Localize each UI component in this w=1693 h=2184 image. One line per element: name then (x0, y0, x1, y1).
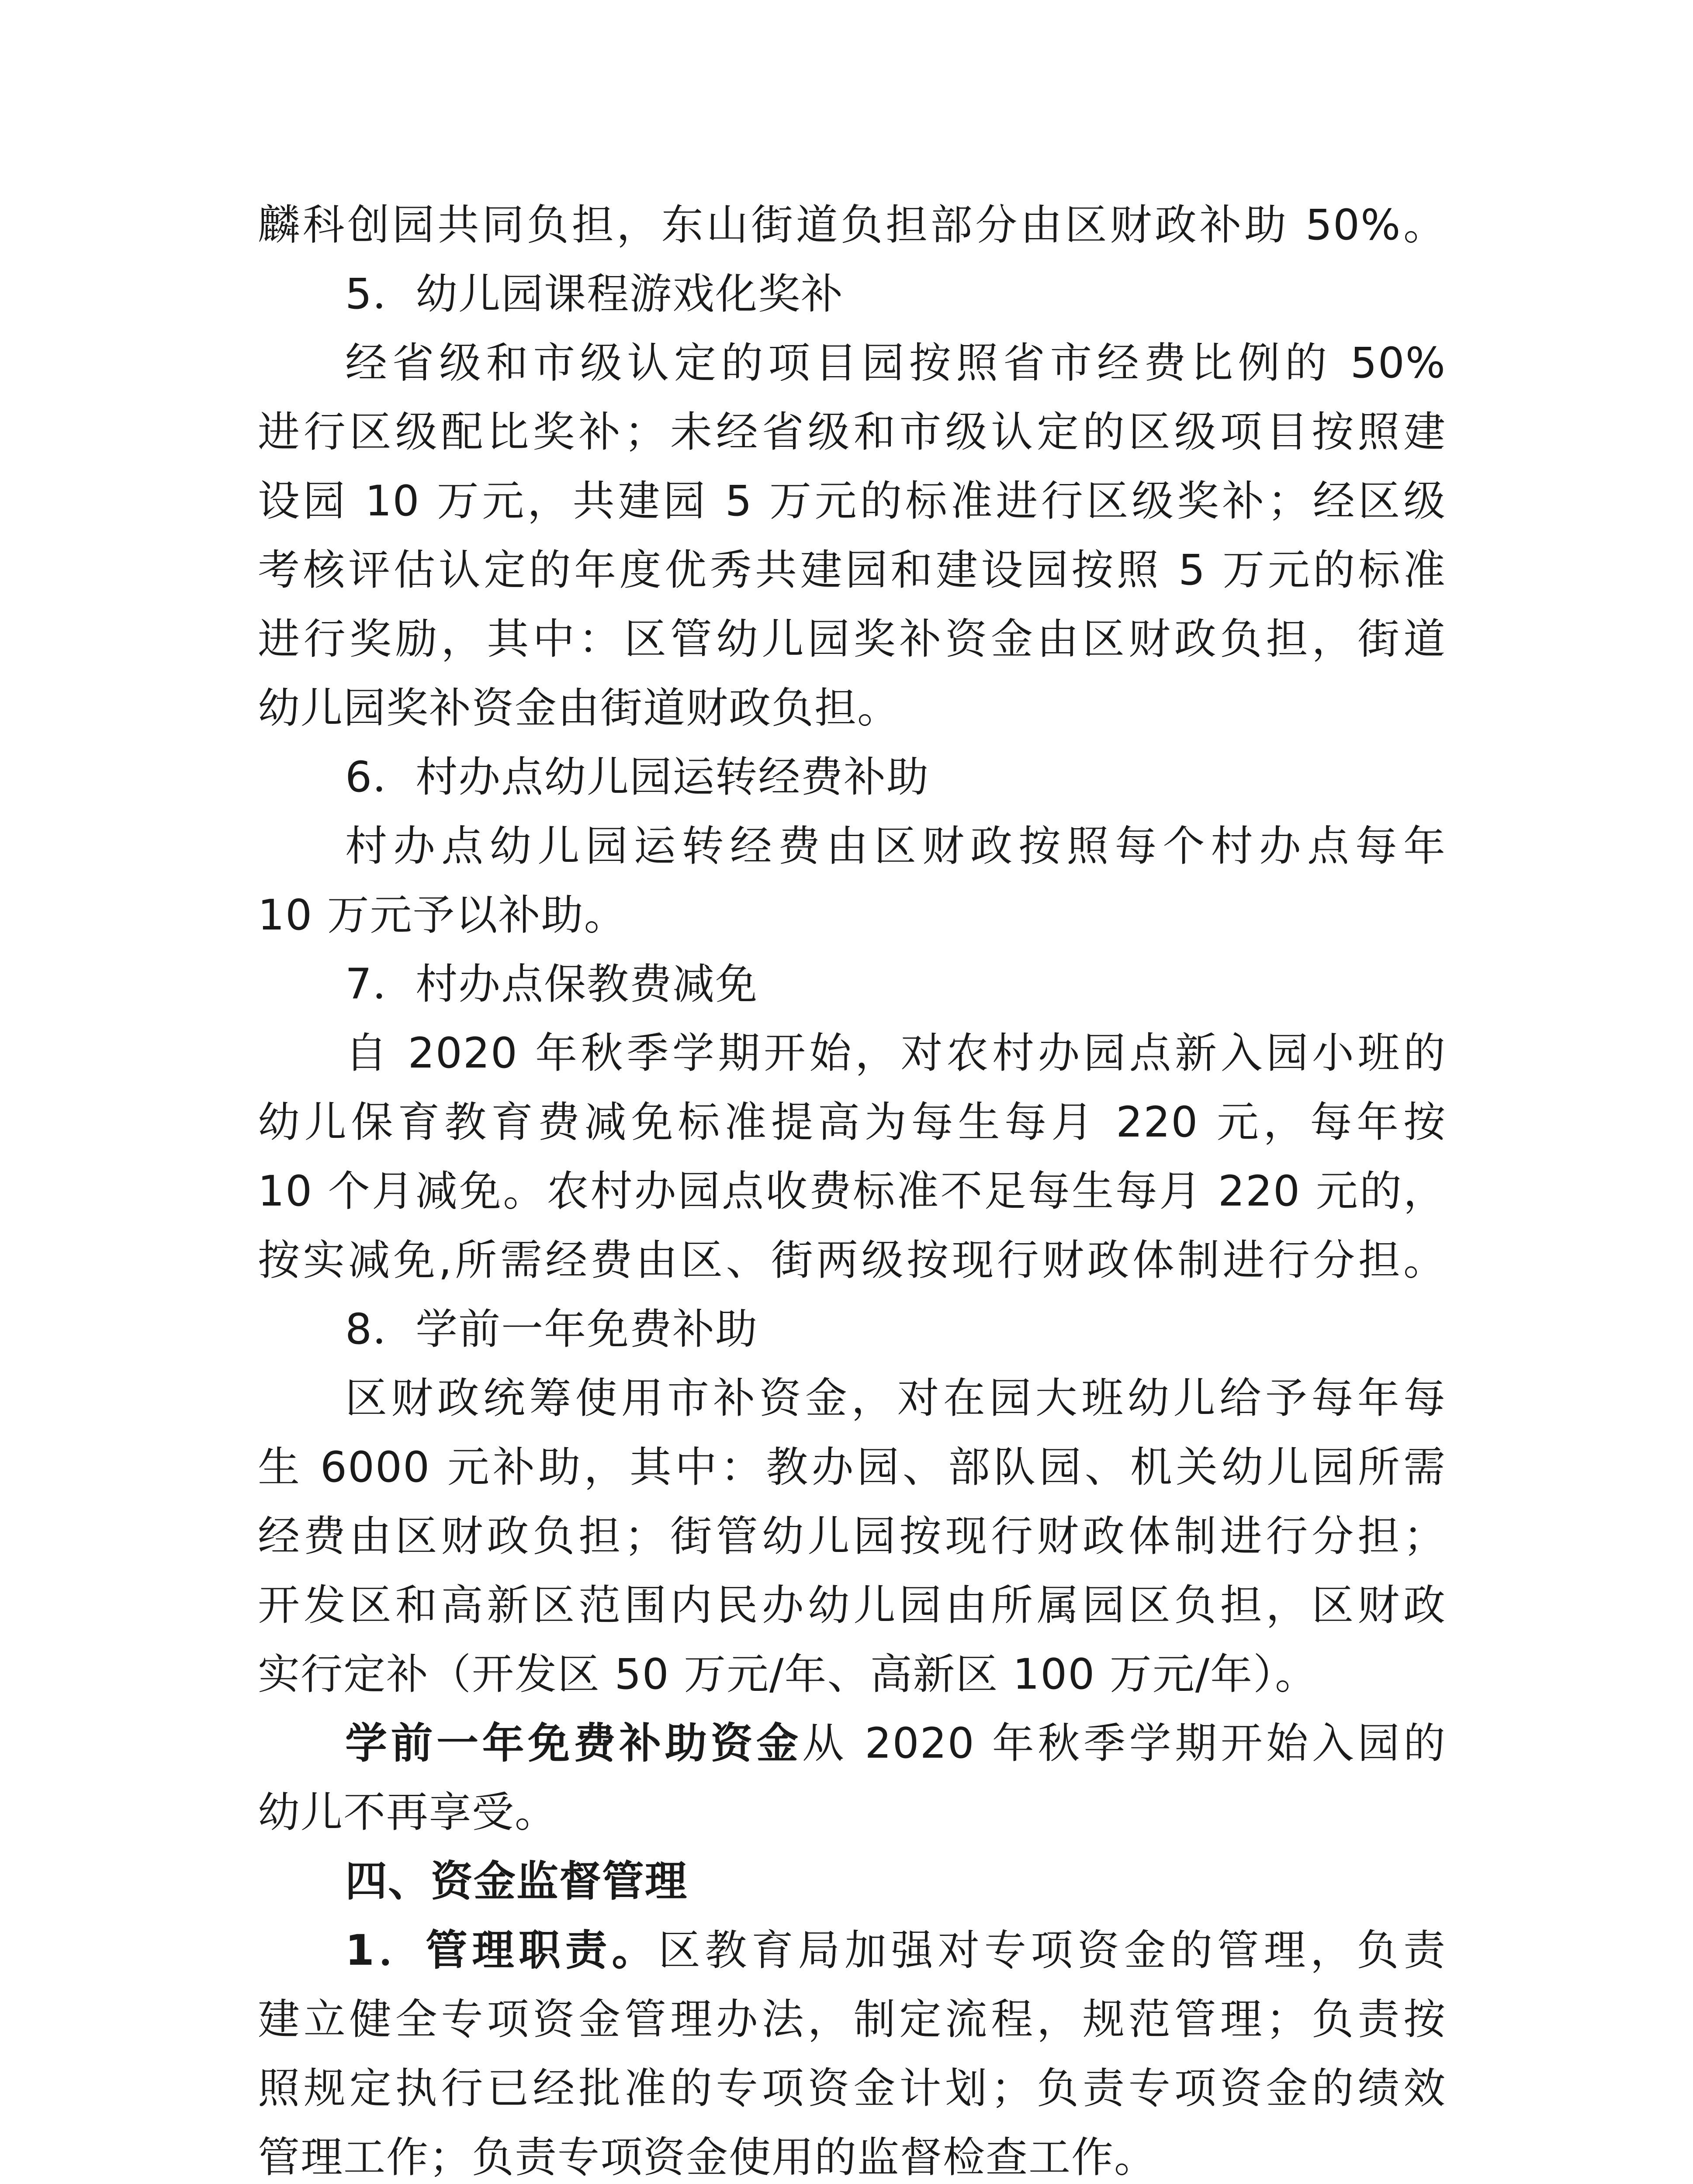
section-heading: 6．村办点幼儿园运转经费补助 (345, 753, 930, 802)
document-body (258, 199, 1446, 2184)
text-line: 管理工作；负责专项资金使用的监督检查工作。 (258, 2133, 1157, 2182)
text-line: 10 个月减免。农村办园点收费标准不足每生每月 220 元的， (258, 1167, 1446, 1216)
text-line: 10 万元予以补助。 (258, 891, 627, 940)
text-line: 幼儿园奖补资金由街道财政负担。 (258, 684, 900, 733)
text-line: 照规定执行已经批准的专项资金计划；负责专项资金的绩效 (258, 2064, 1446, 2113)
text-line-rest: 从 2020 年秋季学期开始入园的 (802, 1719, 1447, 1768)
chapter-heading: 四、资金监督管理 (345, 1857, 688, 1906)
bold-lead-text: 1．管理职责。 (345, 1926, 658, 1975)
section-heading: 7．村办点保教费减免 (345, 960, 758, 1009)
section-heading: 5．幼儿园课程游戏化奖补 (345, 270, 844, 318)
text-line: 实行定补（开发区 50 万元/年、高新区 100 万元/年）。 (258, 1650, 1318, 1699)
text-line: 设园 10 万元，共建园 5 万元的标准进行区级奖补；经区级 (258, 477, 1446, 525)
text-line: 自 2020 年秋季学期开始，对农村办园点新入园小班的 (345, 1029, 1446, 1078)
section-heading: 8．学前一年免费补助 (345, 1305, 758, 1354)
text-line: 建立健全专项资金管理办法，制定流程，规范管理；负责按 (258, 1995, 1446, 2044)
text-line-rest: 区教育局加强对专项资金的管理，负责 (658, 1926, 1447, 1975)
text-line: 经费由区财政负担；街管幼儿园按现行财政体制进行分担； (258, 1512, 1446, 1561)
text-line: 开发区和高新区范围内民办幼儿园由所属园区负担，区财政 (258, 1581, 1446, 1630)
text-line: 幼儿保育教育费减免标准提高为每生每月 220 元，每年按 (258, 1098, 1446, 1147)
text-line: 考核评估认定的年度优秀共建园和建设园按照 5 万元的标准 (258, 546, 1446, 594)
text-line: 麟科创园共同负担，东山街道负担部分由区财政补助 50%。 (258, 200, 1446, 249)
text-line: 村办点幼儿园运转经费由区财政按照每个村办点每年 (345, 822, 1446, 871)
text-line-with-bold-lead (258, 1924, 1446, 1977)
text-line: 区财政统筹使用市补资金，对在园大班幼儿给予每年每 (345, 1374, 1446, 1423)
text-line: 经省级和市级认定的项目园按照省市经费比例的 50% (345, 339, 1446, 387)
text-line-with-bold-lead (258, 1717, 1446, 1769)
text-line: 幼儿不再享受。 (258, 1788, 557, 1837)
bold-lead-text: 学前一年免费补助资金 (345, 1719, 802, 1768)
text-line: 按实减免,所需经费由区、街两级按现行财政体制进行分担。 (258, 1236, 1446, 1285)
text-line: 进行奖励，其中：区管幼儿园奖补资金由区财政负担，街道 (258, 615, 1446, 663)
text-line: 生 6000 元补助，其中：教办园、部队园、机关幼儿园所需 (258, 1443, 1446, 1492)
text-line: 进行区级配比奖补；未经省级和市级认定的区级项目按照建 (258, 408, 1446, 456)
